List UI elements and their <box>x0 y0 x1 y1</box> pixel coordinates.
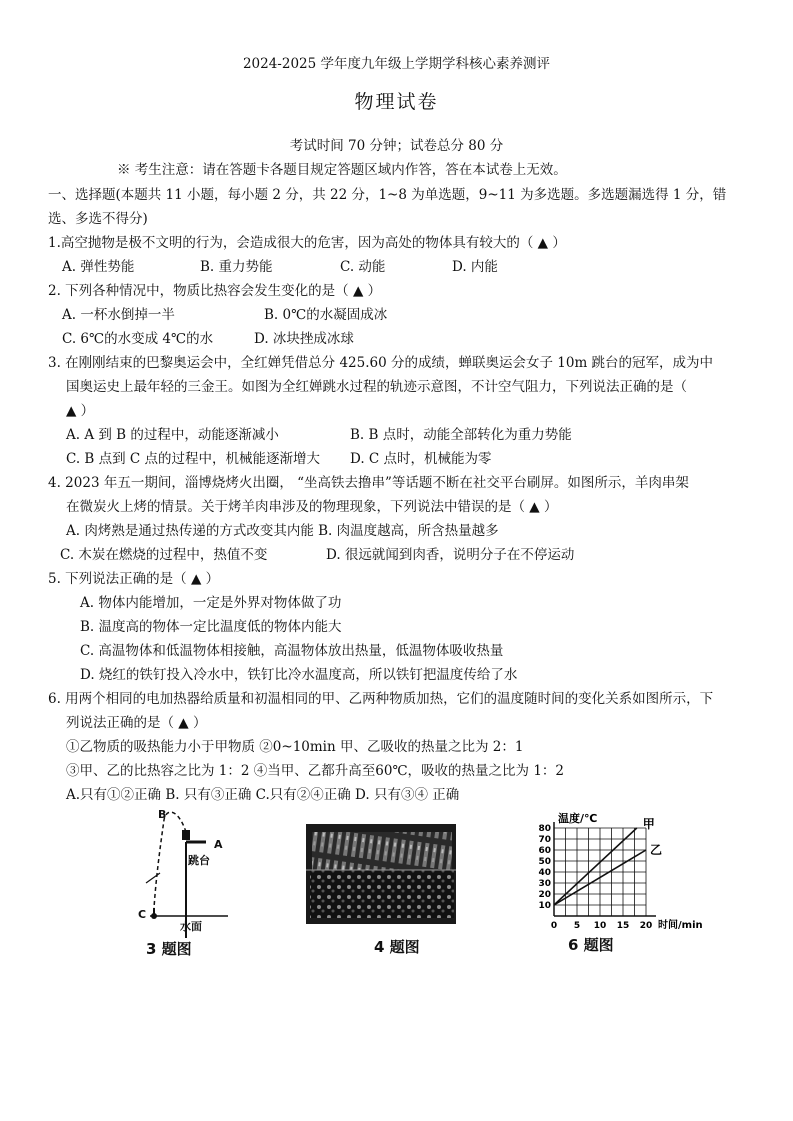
series-label-yi: 乙 <box>650 843 663 857</box>
question-3-stem-2: 国奥运史上最年轻的三金王。如图为全红婵跳水过程的轨迹示意图，不计空气阻力，下列说法正确的是（ <box>66 379 687 395</box>
x-tick-label: 20 <box>639 921 653 931</box>
q3-option-d: D. C 点时，机械能为零 <box>350 451 492 467</box>
x-tick-label: 0 <box>550 921 558 931</box>
question-4-stem-2: 在微炭火上烤的情景。关于烤羊肉串涉及的物理现象，下列说法中错误的是（ ▲ ） <box>66 499 558 515</box>
section-heading: 一、选择题(本题共 11 小题，每小题 2 分，共 22 分，1~8 为单选题，9~11 为多选题。多选题漏选得 1 分，错 <box>48 187 727 203</box>
figure-3-caption: 3 题图 <box>146 940 192 958</box>
q3-option-a: A. A 到 B 的过程中，动能逐渐减小 <box>66 427 279 443</box>
y-tick-label: 50 <box>538 857 551 867</box>
question-5-stem: 5. 下列说法正确的是（ ▲ ） <box>48 571 220 587</box>
q5-option-a: A. 物体内能增加，一定是外界对物体做了功 <box>80 595 342 611</box>
y-tick-label: 20 <box>538 890 551 900</box>
y-tick-label: 70 <box>538 835 551 845</box>
question-3-stem-3: ▲ ） <box>66 403 95 419</box>
notice: ※ 考生注意：请在答题卡各题目规定答题区域内作答，答在本试卷上无效。 <box>117 162 567 178</box>
exam-subtitle: 2024-2025 学年度九年级上学期学科核心素养测评 <box>242 56 551 72</box>
figure-6-chart <box>530 808 730 933</box>
y-tick-label: 10 <box>538 901 551 911</box>
question-3-stem: 3. 在刚刚结束的巴黎奥运会中，全红婵凭借总分 425.60 分的成绩，蝉联奥运会女子 10m 跳台的冠军，成为中 <box>48 355 714 371</box>
q6-options: A.只有①②正确 B. 只有③正确 C.只有②④正确 D. 只有③④ 正确 <box>66 787 460 803</box>
x-axis-label: 时间/min <box>658 920 703 931</box>
q2-option-d: D. 冰块挫成冰球 <box>254 331 354 347</box>
q5-option-c: C. 高温物体和低温物体相接触，高温物体放出热量，低温物体吸收热量 <box>80 643 504 659</box>
q6-statement-1: ①乙物质的吸热能力小于甲物质 ②0~10min 甲、乙吸收的热量之比为 2：1 <box>66 739 524 755</box>
q1-option-c: C. 动能 <box>340 259 386 275</box>
figure-4-caption: 4 题图 <box>374 938 420 956</box>
question-2-stem: 2. 下列各种情况中，物质比热容会发生变化的是（ ▲ ） <box>48 283 382 299</box>
q1-option-a: A. 弹性势能 <box>62 259 135 275</box>
q2-option-a: A. 一杯水倒掉一半 <box>62 307 175 323</box>
water-label: 水面 <box>180 920 202 933</box>
y-tick-label: 60 <box>538 846 551 856</box>
q5-option-b: B. 温度高的物体一定比温度低的物体内能大 <box>80 619 342 635</box>
q4-option-ab: A. 肉烤熟是通过热传递的方式改变其内能 B. 肉温度越高，所含热量越多 <box>66 523 499 539</box>
point-a-label: A <box>214 838 223 851</box>
section-heading-cont: 选、多选不得分) <box>48 211 148 227</box>
y-tick-label: 80 <box>538 824 551 834</box>
x-tick-label: 5 <box>573 921 581 931</box>
x-tick-label: 10 <box>593 921 607 931</box>
q5-option-d: D. 烧红的铁钉投入冷水中，铁钉比冷水温度高，所以铁钉把温度传给了水 <box>80 667 518 683</box>
q2-option-b: B. 0℃的水凝固成冰 <box>264 307 388 323</box>
question-1-stem: 1.高空抛物是极不文明的行为，会造成很大的危害，因为高处的物体具有较大的（ ▲ ） <box>48 235 566 251</box>
x-tick-label: 15 <box>616 921 630 931</box>
page-title: 物理试卷 <box>354 91 439 113</box>
question-6-stem-2: 列说法正确的是（ ▲ ） <box>66 715 207 731</box>
y-axis-label: 温度/℃ <box>558 812 598 825</box>
q1-option-b: B. 重力势能 <box>200 259 273 275</box>
question-6-stem: 6. 用两个相同的电加热器给质量和初温相同的甲、乙两种物质加热，它们的温度随时间的变化关系如图所示，下 <box>48 691 714 707</box>
q3-option-b: B. B 点时，动能全部转化为重力势能 <box>350 427 572 443</box>
grill-image <box>306 824 456 924</box>
figure-4-grill-photo <box>306 824 456 924</box>
exam-info: 考试时间 70 分钟；试卷总分 80 分 <box>289 138 504 154</box>
q6-statement-2: ③甲、乙的比热容之比为 1：2 ④当甲、乙都升高至60℃，吸收的热量之比为 1：2 <box>66 763 565 779</box>
q2-option-c: C. 6℃的水变成 4℃的水 <box>62 331 214 347</box>
y-tick-label: 40 <box>538 868 551 878</box>
question-4-stem: 4. 2023 年五一期间，淄博烧烤火出圈， “坐高铁去撸串”等话题不断在社交平台刷屏。如图所示，羊肉串架 <box>48 475 689 491</box>
point-c-label: C <box>138 908 147 921</box>
q1-option-d: D. 内能 <box>452 259 498 275</box>
series-line-jia <box>554 828 637 905</box>
q4-option-d: D. 很远就闻到肉香，说明分子在不停运动 <box>326 547 575 563</box>
series-label-jia: 甲 <box>642 817 655 831</box>
q3-option-c: C. B 点到 C 点的过程中，机械能逐渐增大 <box>66 451 321 467</box>
platform-label: 跳台 <box>188 854 210 867</box>
y-tick-label: 30 <box>538 879 551 889</box>
point-b-label: B <box>158 808 167 821</box>
figure-6-caption: 6 题图 <box>568 936 614 954</box>
temperature-chart <box>530 808 730 933</box>
q4-option-c: C. 木炭在燃烧的过程中，热值不变 <box>60 547 268 563</box>
